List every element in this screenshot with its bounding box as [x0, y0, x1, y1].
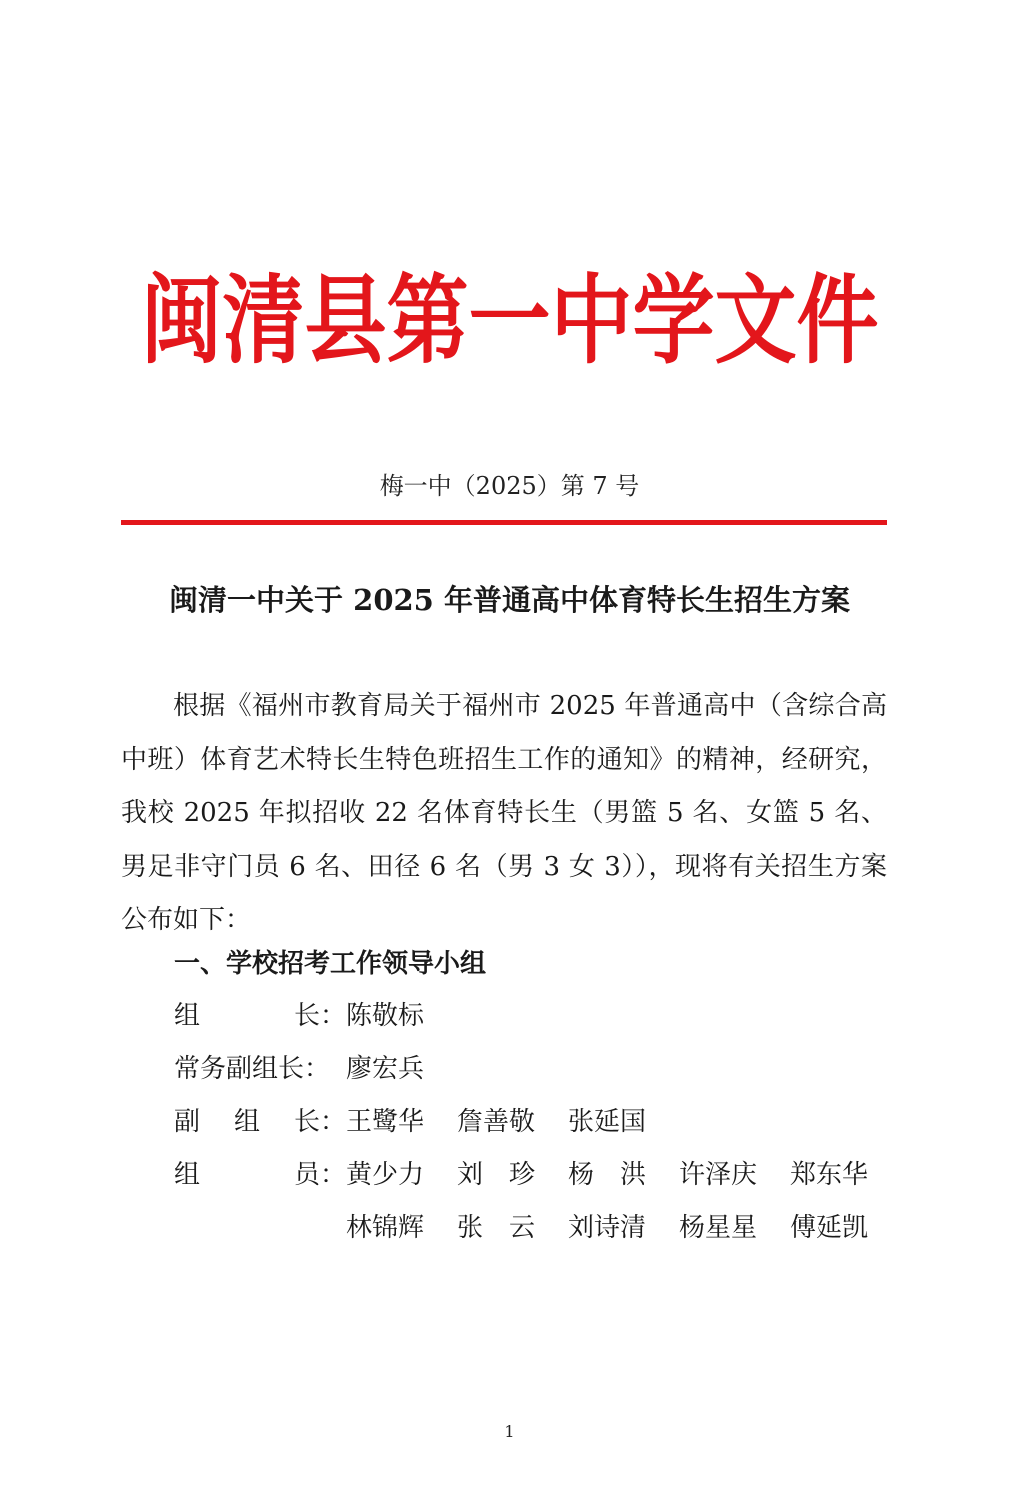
role-label: 组 员： [174, 1160, 346, 1190]
section-heading: 一、学校招考工作领导小组 [174, 949, 487, 979]
names-list [346, 1049, 457, 1089]
names-list [346, 1208, 901, 1248]
person-name: 许泽庆 [679, 1160, 758, 1190]
role-label: 常务副组长： [174, 1054, 331, 1084]
red-divider-line [121, 520, 887, 525]
names-list [346, 996, 457, 1036]
person-name: 王鹭华 [346, 1107, 425, 1137]
person-name: 张延国 [568, 1107, 647, 1137]
person-name: 杨星星 [679, 1213, 758, 1243]
group-deputy-row [174, 1102, 679, 1142]
document-number: 梅一中（2025）第 7 号 [379, 472, 640, 500]
role-label: 副 组 长： [174, 1107, 346, 1137]
person-name: 林锦辉 [346, 1213, 425, 1243]
names-list [346, 1102, 679, 1142]
group-leader-row [174, 996, 457, 1036]
page-number: 1 [504, 1422, 515, 1441]
person-name: 张 云 [457, 1213, 536, 1243]
body-paragraph: 根据《福州市教育局关于福州市 2025 年普通高中（含综合高中班）体育艺术特长生特色班招生工作的通知》的精神，经研究，我校 2025 年拟招收 22 名体育特长生（男篮 5 名、女篮 5 名、男足非守门员 6 名、田径 6 名（男 3 女 3）），现将有关招生方案公布如下： [121, 691, 887, 935]
group-members-row [174, 1155, 901, 1195]
person-name: 刘 珍 [457, 1160, 536, 1190]
group-executive-deputy-row [174, 1049, 457, 1089]
person-name: 廖宏兵 [346, 1054, 425, 1084]
person-name: 郑东华 [790, 1160, 869, 1190]
person-name: 陈敬标 [346, 1001, 425, 1031]
group-members-row-cont [346, 1208, 901, 1248]
document-header-title: 闽清县第一中学文件 [140, 264, 879, 378]
person-name: 詹善敬 [457, 1107, 536, 1137]
person-name: 黄少力 [346, 1160, 425, 1190]
role-label: 组 长： [174, 1001, 346, 1031]
person-name: 傅延凯 [790, 1213, 869, 1243]
person-name: 刘诗清 [568, 1213, 647, 1243]
names-list [346, 1155, 901, 1195]
person-name: 杨 洪 [568, 1160, 647, 1190]
document-title: 闽清一中关于 2025 年普通高中体育特长生招生方案 [169, 583, 850, 617]
